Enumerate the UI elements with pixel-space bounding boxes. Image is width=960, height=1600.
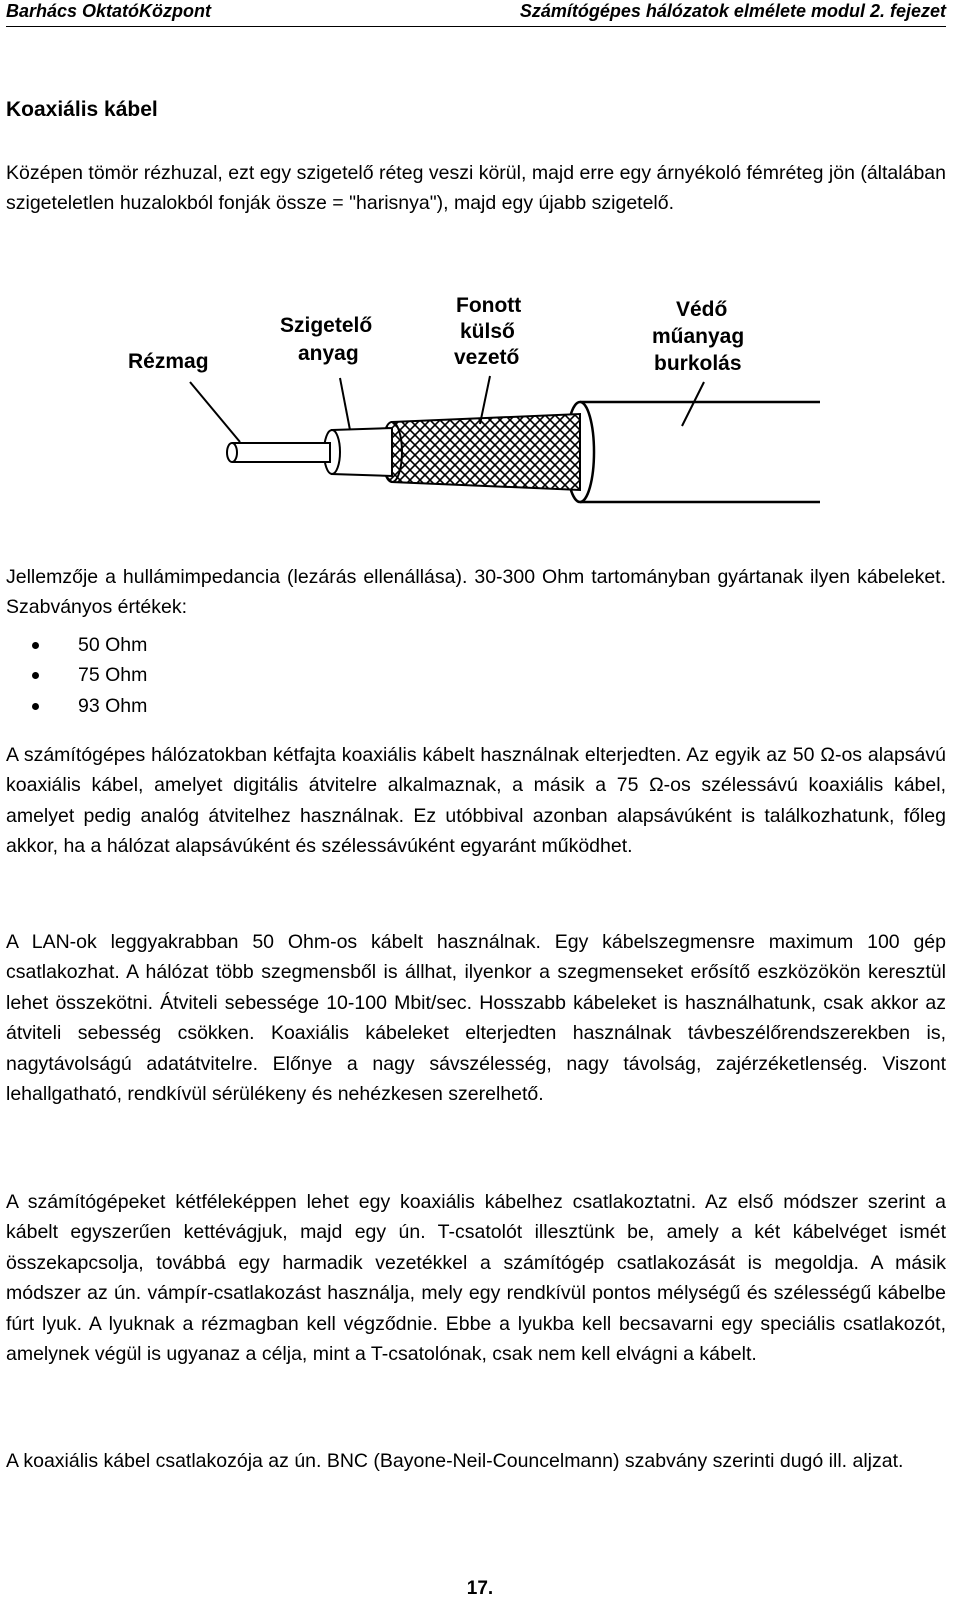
header-right: Számítógépes hálózatok elmélete modul 2. fejezet xyxy=(519,1,946,21)
header-left: Barhács OktatóKözpont xyxy=(6,1,212,21)
body-paragraph-4: A koaxiális kábel csatlakozója az ún. BNC (Bayone-Neil-Councelmann) szabvány szerinti dugó ill. aljzat. xyxy=(6,1450,904,1472)
standard-values-list xyxy=(6,630,147,721)
label-jacket-1: Védő xyxy=(676,298,728,321)
page-header xyxy=(6,0,946,27)
label-jacket-3: burkolás xyxy=(654,352,742,375)
copper-core xyxy=(232,443,330,462)
list-item: 93 Ohm xyxy=(6,691,147,721)
list-item: 75 Ohm xyxy=(6,660,147,690)
section-heading: Koaxiális kábel xyxy=(6,98,158,121)
coax-cable-diagram xyxy=(40,290,820,520)
body-paragraph-3: A számítógépeket kétféleképpen lehet egy koaxiális kábelhez csatlakoztatni. Az első módszer szerint a kábelt egyszerűen kettévágjuk, majd egy ún. T-csatolót illesztünk be, amely a két kábelvéget ismét összekapcsolja, továbbá egy harmadik vezetékkel a számítógép csatlakozását is megoldja. A másik módszer az ún. vámpír-csatlakozást használja, mely egy rendkívül pontos mélységű és szélességű kábelbe fúrt lyuk. A lyuknak a rézmagban kell végződnie. Ebbe a lyukba kell becsavarni egy speciális csatlakozót, amelynek végül is ugyanaz a célja, mint a T-csatolónak, csak nem kell elvágni a kábelt. xyxy=(6,1191,946,1366)
label-insulator-2: anyag xyxy=(298,342,359,365)
page-number: 17. xyxy=(466,1578,494,1599)
label-braid-1: Fonott xyxy=(456,294,522,317)
leader-braid xyxy=(480,376,490,424)
label-insulator-1: Szigetelő xyxy=(280,314,373,337)
label-braid-2: külső xyxy=(460,320,515,343)
impedance-paragraph: Jellemzője a hullámimpedancia (lezárás ellenállása). 30-300 Ohm tartományban gyártanak ilyen kábeleket. Szabványos értékek: xyxy=(6,566,946,619)
leader-core xyxy=(190,382,240,442)
label-core: Rézmag xyxy=(128,350,209,373)
body-paragraph-2: A LAN-ok leggyakrabban 50 Ohm-os kábelt használnak. Egy kábelszegmensre maximum 100 gép csatlakozhat. A hálózat több szegmensből is állhat, ilyenkor a szegmenseket erősítő eszközökön keresztül lehet összekötni. Átviteli sebessége 10-100 Mbit/sec. Hosszabb kábeleket is használhatunk, csak akkor az átviteli sebesség csökken. Koaxiális kábeleket elterjedten használnak távbeszélőrendszerekben is, nagytávolságú adatátvitelre. Előnye a nagy sávszélesség, nagy távolság, zajérzéketlenség. Viszont lehallgatható, rendkívül sérülékeny és nehézkesen szerelhető. xyxy=(6,931,946,1106)
outer-jacket xyxy=(580,402,820,502)
coax-cable-figure xyxy=(40,290,820,520)
label-jacket-2: műanyag xyxy=(652,325,745,348)
body-paragraph-1: A számítógépes hálózatokban kétfajta koaxiális kábelt használnak elterjedten. Az egyik az 50 Ω-os alapsávú koaxiális kábel, amelyet digitális átvitelre alkalmaznak, a másik a 75 Ω-os szélessávú koaxiális kábel, amelyet pedig analóg átvitelhez használnak. Ez utóbbival azonban alapsávúként is találkozhatunk, főleg akkor, ha a hálózat alapsávúként és szélessávúként egyaránt működhet. xyxy=(6,744,946,858)
intro-paragraph: Középen tömör rézhuzal, ezt egy szigetelő réteg veszi körül, majd erre egy árnyékoló fémréteg jön (általában szigeteletlen huzalokból fonják össze = "harisnya"), majd egy újabb szigetelő. xyxy=(6,162,946,215)
braided-shield xyxy=(392,414,580,490)
list-item: 50 Ohm xyxy=(6,630,147,660)
leader-insulator xyxy=(340,378,350,430)
label-braid-3: vezető xyxy=(454,346,520,369)
